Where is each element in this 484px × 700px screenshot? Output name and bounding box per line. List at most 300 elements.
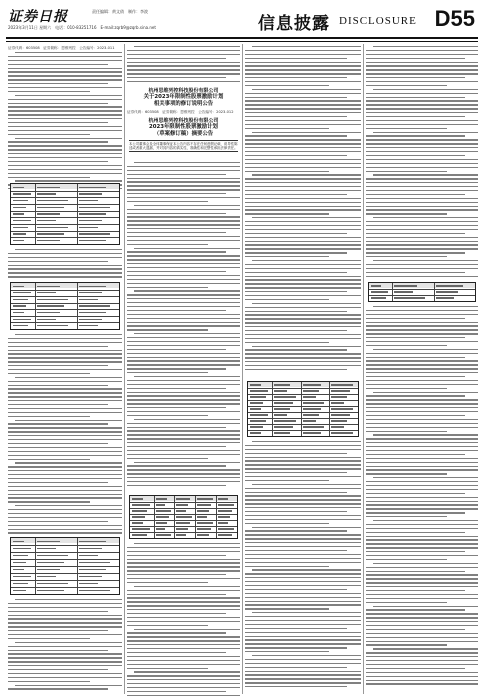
table-cell [13, 207, 26, 208]
table-cell [218, 498, 227, 499]
text-line [366, 272, 465, 273]
text-line [366, 353, 478, 354]
text-line [366, 528, 478, 529]
table-cell [197, 498, 213, 499]
text-line [8, 661, 122, 662]
table-cell [37, 213, 60, 214]
text-line [366, 329, 478, 330]
table-cell [250, 396, 266, 397]
table [247, 381, 359, 437]
text-line [8, 365, 108, 366]
masthead-rule-thin [6, 41, 478, 42]
table-row-line [248, 400, 358, 401]
text-line [15, 505, 122, 506]
text-line [127, 590, 240, 591]
text-line [245, 73, 361, 74]
table-cell [37, 193, 56, 194]
table-row-line [11, 580, 119, 581]
table-cell [37, 562, 64, 563]
table-cell [156, 528, 165, 529]
table-cell [176, 528, 187, 529]
text-line [127, 298, 240, 299]
text-line [245, 334, 361, 335]
text-block [127, 46, 240, 85]
text-line [366, 256, 447, 257]
text-line [366, 73, 478, 74]
table-col-line [77, 283, 78, 329]
article2-title-line1: 2023年限制性股票激励计划 [149, 124, 218, 131]
table-cell [79, 240, 106, 241]
text-line [252, 569, 361, 570]
text-line [366, 318, 465, 319]
text-line [127, 62, 240, 63]
text-line [245, 256, 329, 257]
table-cell [394, 297, 425, 298]
text-line [8, 423, 108, 424]
text-line [245, 241, 361, 242]
text-line [366, 345, 447, 346]
table-cell [331, 432, 352, 433]
text-line [134, 671, 240, 672]
text-line [245, 69, 361, 70]
text-line [366, 186, 478, 187]
table-cell [303, 420, 316, 421]
text-line [366, 668, 465, 669]
table-cell [176, 522, 190, 523]
text-line [127, 170, 240, 171]
table-cell [331, 384, 352, 385]
table-cell [132, 498, 143, 499]
text-line [366, 244, 478, 245]
text-line [373, 306, 478, 307]
text-line [245, 318, 361, 319]
table-cell [13, 292, 31, 293]
table-row-line [11, 322, 119, 323]
table-row-line [11, 545, 119, 546]
text-line [366, 551, 465, 552]
text-line [245, 546, 361, 547]
table-row-line [11, 552, 119, 553]
text-line [245, 449, 361, 450]
text-line [366, 504, 478, 505]
text-line [127, 244, 208, 245]
text-line [245, 480, 329, 481]
text-line [366, 276, 478, 277]
text-line [366, 124, 478, 125]
text-line [8, 408, 122, 409]
table-cell [37, 240, 60, 241]
text-line [127, 601, 240, 602]
text-line [245, 632, 361, 633]
text-line [373, 132, 478, 133]
text-line [245, 495, 361, 496]
text-line [366, 104, 478, 105]
text-line [245, 499, 361, 500]
text-line [8, 87, 122, 88]
text-line [8, 118, 122, 119]
table-cell [37, 319, 56, 320]
text-line [366, 54, 478, 55]
newspaper-logo: 证券日报 [8, 9, 68, 25]
text-line [366, 567, 478, 568]
text-line [127, 345, 240, 346]
table-cell [274, 402, 293, 403]
table-cell [371, 285, 381, 286]
text-line [8, 134, 90, 135]
text-line [252, 132, 361, 133]
text-line [373, 392, 478, 393]
text-line [366, 108, 478, 109]
text-line [252, 89, 361, 90]
table-cell [274, 426, 293, 427]
text-line [127, 302, 240, 303]
text-line [366, 672, 478, 673]
text-line [366, 489, 478, 490]
text-line [8, 615, 122, 616]
text-line [8, 611, 108, 612]
text-line [8, 141, 108, 142]
text-line [127, 679, 240, 680]
text-line [245, 659, 361, 660]
table-col-line [301, 382, 302, 436]
text-line [245, 357, 361, 358]
text-line [252, 527, 361, 528]
text-line [252, 612, 361, 613]
text-line [366, 50, 478, 51]
text-line [366, 594, 478, 595]
table-cell [331, 426, 344, 427]
article2-codes: 证券代码：603508 证券简称：思维列控 公告编号：2023-012 [127, 110, 234, 114]
table-cell [218, 504, 234, 505]
table-row-line [11, 204, 119, 205]
text-line [366, 178, 478, 179]
text-line [245, 678, 361, 679]
text-line [127, 337, 240, 338]
text-line [8, 71, 122, 72]
text-line [245, 268, 361, 269]
article1-title-line2: 相关事项的修订说明公告 [153, 100, 214, 107]
text-line [366, 85, 447, 86]
table-cell [132, 504, 150, 505]
text-line [245, 124, 361, 125]
table-cell [303, 408, 322, 409]
text-line [366, 202, 478, 203]
text-line [8, 130, 122, 131]
text-line [252, 441, 361, 442]
text-line [127, 224, 240, 225]
text-line [8, 106, 122, 107]
table-cell [13, 220, 31, 221]
text-line [8, 169, 122, 170]
table-cell [79, 562, 111, 563]
text-line [245, 264, 361, 265]
text-line [127, 632, 226, 633]
text-line [245, 178, 361, 179]
text-line [366, 322, 478, 323]
text-line [366, 209, 478, 210]
text-line [8, 388, 122, 389]
text-line [8, 272, 122, 273]
text-line [366, 206, 478, 207]
table-col-line [35, 538, 36, 594]
table-row-line [248, 388, 358, 389]
text-line [127, 193, 226, 194]
text-line [366, 399, 478, 400]
table-cell [274, 420, 295, 421]
text-line [8, 114, 122, 115]
text-line [127, 423, 240, 424]
table-cell [331, 396, 347, 397]
text-line [8, 638, 90, 639]
text-line [127, 574, 226, 575]
text-line [245, 554, 361, 555]
table [10, 537, 120, 595]
text-line [8, 529, 122, 530]
text-line [366, 128, 447, 129]
table-cell [13, 233, 26, 234]
text-line [245, 151, 361, 152]
text-line [8, 268, 122, 269]
table-row-line [11, 237, 119, 238]
text-line [245, 558, 361, 559]
text-line [8, 257, 122, 258]
text-line [245, 54, 361, 55]
text-line [127, 434, 240, 435]
table-cell [37, 207, 64, 208]
text-line [127, 81, 240, 82]
dateline: 2023年3月11日 星期六 电话：010-83251716 E-mail:zqrb9@zqrb.sina.net [8, 25, 156, 30]
text-line [134, 333, 240, 334]
text-line [127, 683, 240, 684]
text-line [127, 368, 226, 369]
table-cell [303, 384, 322, 385]
table-cell [37, 200, 69, 201]
table-row-line [248, 430, 358, 431]
text-line [8, 122, 108, 123]
text-line [127, 594, 226, 595]
text-line [8, 443, 108, 444]
text-line [245, 330, 347, 331]
text-line [245, 464, 361, 465]
text-line [127, 551, 240, 552]
text-line [8, 149, 122, 150]
text-line [245, 163, 361, 164]
text-line [245, 682, 361, 683]
text-line [366, 325, 478, 326]
text-line [245, 507, 361, 508]
text-line [127, 403, 240, 404]
text-line [8, 381, 122, 382]
text-line [8, 681, 90, 682]
text-line [245, 674, 361, 675]
text-line [15, 52, 122, 53]
text-line [8, 459, 90, 460]
text-line [245, 307, 361, 308]
text-line [366, 508, 478, 509]
text-line [366, 419, 478, 420]
text-line [245, 291, 347, 292]
text-line [366, 656, 478, 657]
table-cell [176, 534, 185, 535]
text-line [245, 58, 347, 59]
text-line [8, 338, 122, 339]
table-cell [79, 227, 98, 228]
table-cell [218, 516, 229, 517]
table-cell [274, 384, 290, 385]
text-line [8, 261, 108, 262]
table-row-line [248, 418, 358, 419]
text-line [8, 400, 122, 401]
text-line [134, 629, 240, 630]
text-line [366, 333, 478, 334]
table-cell [176, 498, 190, 499]
table-cell [13, 576, 31, 577]
text-line [245, 523, 329, 524]
text-block [8, 334, 122, 536]
text-line [366, 155, 465, 156]
text-line [8, 622, 122, 623]
text-line [15, 138, 122, 139]
table-cell [79, 319, 102, 320]
text-line [127, 640, 240, 641]
text-line [127, 605, 240, 606]
text-line [366, 497, 478, 498]
table-cell [331, 402, 344, 403]
masthead [0, 0, 484, 44]
text-line [366, 571, 465, 572]
text-line [127, 54, 240, 55]
article1-headline [127, 88, 240, 107]
text-line [366, 423, 478, 424]
table-cell [331, 420, 347, 421]
text-line [127, 360, 240, 361]
text-line [366, 458, 478, 459]
text-line [245, 198, 361, 199]
text-line [245, 221, 361, 222]
text-line [127, 50, 240, 51]
text-line [366, 229, 478, 230]
text-line [366, 532, 465, 533]
text-line [8, 396, 122, 397]
table-row-line [11, 303, 119, 304]
text-line [366, 248, 478, 249]
table-cell [156, 498, 167, 499]
text-line [366, 660, 478, 661]
text-line [15, 685, 122, 686]
text-line [127, 687, 240, 688]
table-cell [156, 534, 172, 535]
table-row-line [11, 290, 119, 291]
text-line [373, 349, 478, 350]
text-line [127, 166, 240, 167]
text-line [127, 181, 240, 182]
text-line [134, 290, 240, 291]
text-line [127, 209, 240, 210]
text-line [366, 644, 447, 645]
table-col-line [434, 283, 435, 301]
table-cell [13, 555, 28, 556]
table-cell [79, 590, 111, 591]
text-line [245, 128, 329, 129]
masthead-rule-thick [6, 37, 478, 39]
text-line [127, 69, 240, 70]
table-row-line [130, 532, 237, 533]
table-cell [156, 522, 167, 523]
text-line [366, 81, 478, 82]
text-line [127, 648, 240, 649]
text-line [127, 609, 240, 610]
text-line [366, 77, 465, 78]
text-line [127, 349, 226, 350]
text-line [366, 314, 478, 315]
table-cell [274, 408, 290, 409]
section-title-en: DISCLOSURE [339, 15, 417, 27]
text-line [8, 145, 122, 146]
table-cell [79, 569, 106, 570]
text-line [127, 438, 240, 439]
table-col-line [195, 496, 196, 538]
table-cell [132, 510, 147, 511]
text-line [245, 643, 361, 644]
text-line [366, 481, 478, 482]
text-block [366, 46, 478, 279]
text-line [366, 221, 478, 222]
table-cell [37, 305, 64, 306]
text-line [366, 454, 465, 455]
text-line [245, 636, 361, 637]
text-line [373, 434, 478, 435]
text-line [245, 566, 329, 567]
text-line [8, 404, 108, 405]
text-line [8, 607, 122, 608]
text-line [366, 116, 465, 117]
table-cell [156, 510, 172, 511]
table-cell [176, 510, 185, 511]
text-line [245, 147, 361, 148]
text-line [366, 372, 478, 373]
text-line [366, 516, 447, 517]
table-col-line [77, 538, 78, 594]
table-cell [37, 299, 69, 300]
text-line [134, 162, 240, 163]
text-line [366, 135, 465, 136]
article2-company: 杭州思维列控科技股份有限公司 [148, 118, 219, 124]
text-line [245, 361, 361, 362]
table-row-line [130, 514, 237, 515]
text-line [127, 415, 208, 416]
table-cell [303, 426, 324, 427]
text-line [366, 65, 478, 66]
text-line [245, 97, 347, 98]
text-line [366, 547, 478, 548]
text-line [245, 585, 361, 586]
table [10, 282, 120, 330]
table-cell [79, 187, 106, 188]
table-cell [250, 426, 263, 427]
text-line [245, 248, 361, 249]
table-cell [37, 541, 60, 542]
text-line [366, 411, 478, 412]
text-line [8, 630, 108, 631]
table-cell [37, 583, 69, 584]
text-line [366, 582, 478, 583]
table-cell [250, 414, 268, 415]
text-line [8, 490, 122, 491]
table-cell [37, 220, 56, 221]
text-line [15, 334, 122, 335]
text-line [245, 279, 361, 280]
text-line [245, 116, 347, 117]
